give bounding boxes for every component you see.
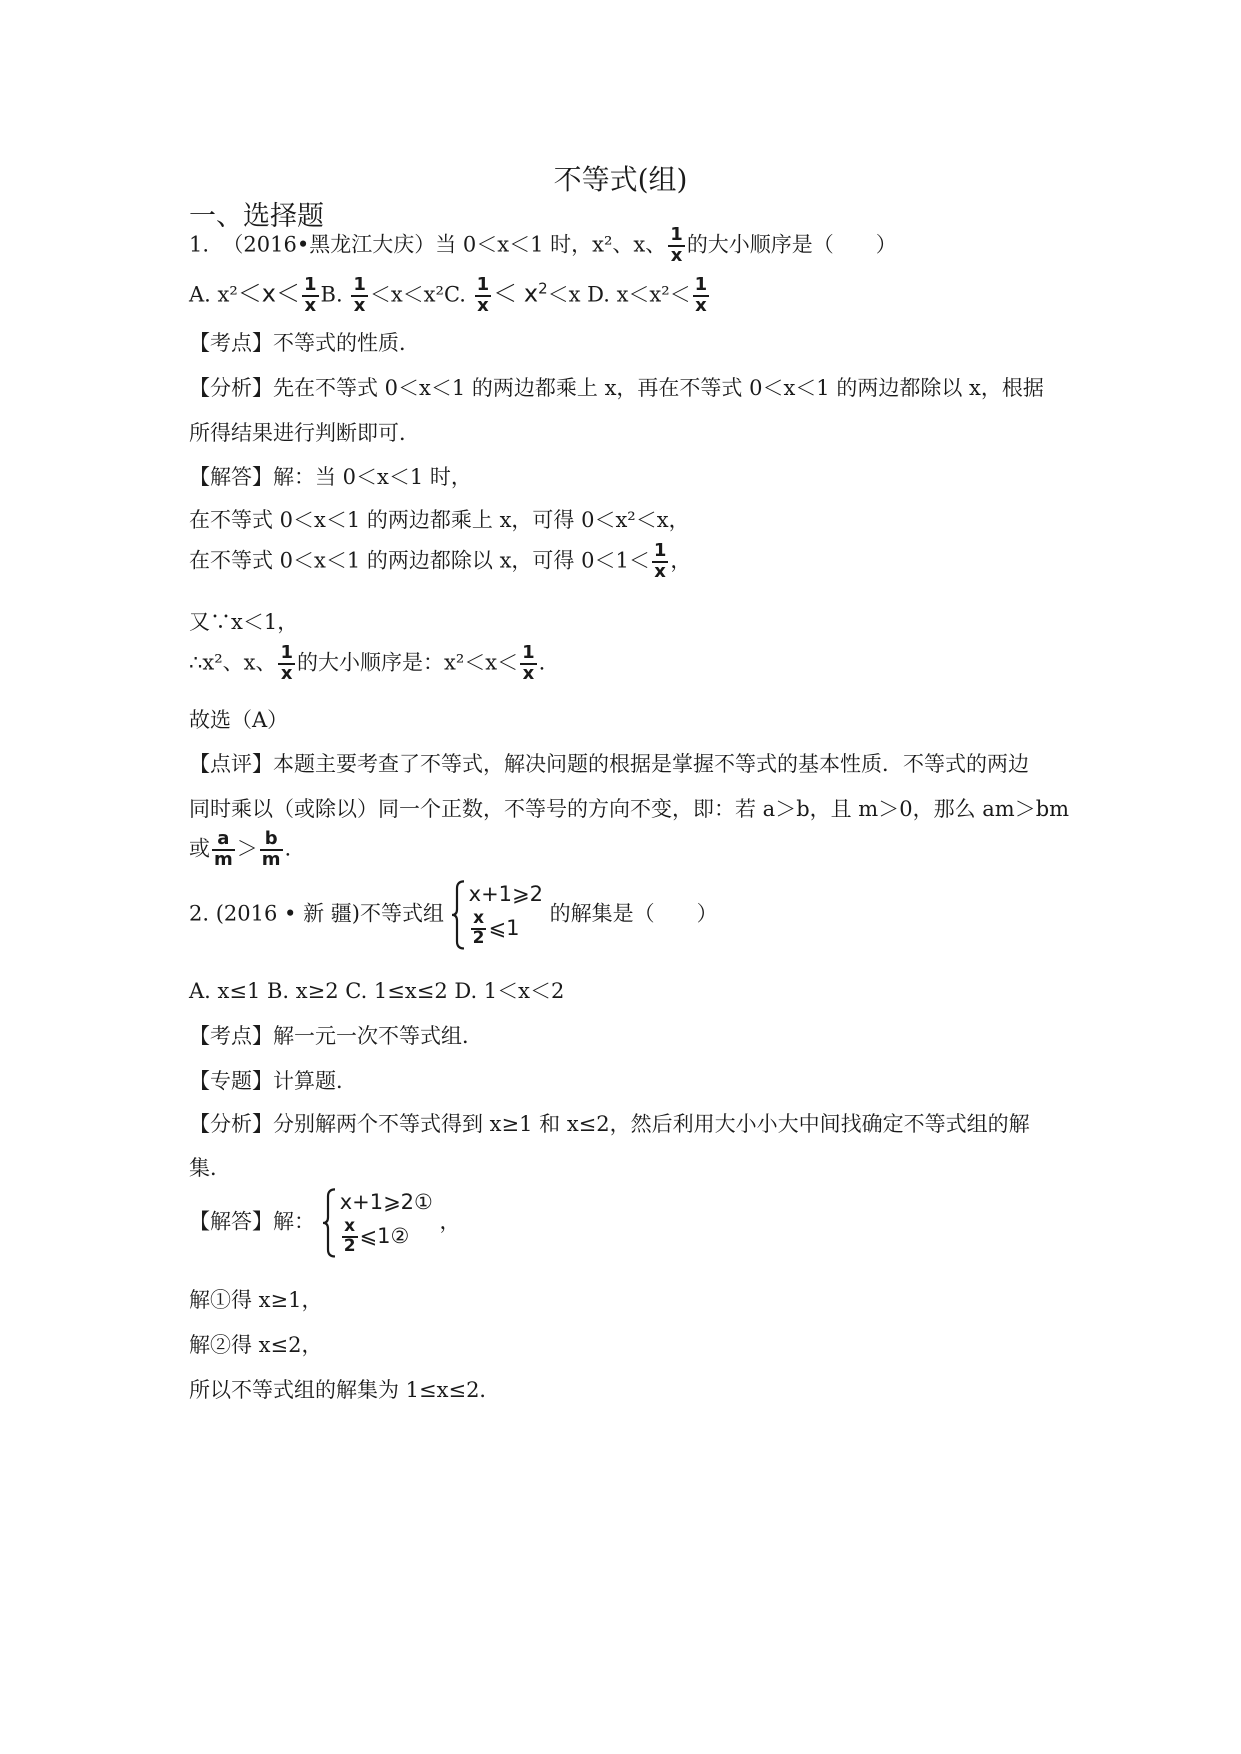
q2-stem-head: 2. (2016 • 新 疆)不等式组: [189, 901, 444, 926]
comma: ，: [439, 1209, 461, 1234]
inequality-system-numbered: [322, 1188, 433, 1258]
fraction-1-over-x: [351, 276, 368, 316]
fraction-1-over-x: [652, 542, 669, 582]
q1-solution-line5-mid: 的大小顺序是：x²＜x＜: [297, 650, 519, 675]
system-row-1: x+1⩾2: [468, 882, 543, 906]
q2-kaodian: 【考点】解一元一次不等式组．: [189, 1024, 483, 1048]
comma: ，: [670, 548, 692, 573]
q2-stem: [189, 880, 718, 950]
q1-source: （2016•黑龙江大庆）: [222, 232, 436, 257]
q2-solution-pre: 【解答】解：: [189, 1209, 315, 1234]
frac-num: 1: [476, 274, 490, 295]
fraction-1-over-x: [693, 276, 710, 316]
frac-den: m: [261, 848, 281, 870]
var-x: x: [261, 279, 276, 308]
q1-solution-line3: [189, 542, 691, 582]
lt-sign: ＜: [275, 279, 300, 308]
lt-sign: ＜: [493, 279, 518, 308]
left-brace-icon: [451, 880, 467, 950]
frac-den: x: [668, 245, 685, 266]
q2-stem-tail: 的解集是（ ）: [549, 901, 718, 926]
frac-num: 1: [280, 642, 293, 663]
q1-option-b-label: B.: [320, 282, 343, 307]
frac-num: 1: [694, 274, 708, 295]
frac-den: x: [351, 295, 368, 316]
q1-number: 1.: [189, 232, 210, 257]
frac-den: x: [693, 295, 710, 316]
frac-num: x: [344, 1216, 356, 1237]
q1-solution-line5: [189, 644, 545, 684]
frac-den: x: [302, 295, 319, 316]
system-row-1: x+1⩾2①: [339, 1190, 433, 1214]
frac-den: 2: [472, 927, 485, 948]
fraction-1-over-x: [520, 644, 537, 684]
gt-sign: ＞: [236, 836, 258, 861]
q1-option-a: A. x²: [189, 282, 238, 307]
q1-comment-line2: 同时乘以（或除以）同一个正数，不等号的方向不变，即：若 a＞b，且 m＞0，那么 am＞bm: [189, 797, 1070, 821]
frac-den: x: [520, 663, 537, 684]
lt-sign: ＜: [237, 279, 262, 308]
q1-analysis-line1: 【分析】先在不等式 0＜x＜1 的两边都乘上 x，再在不等式 0＜x＜1 的两边都除以 x，根据: [189, 376, 1044, 400]
q1-stem: [189, 226, 897, 266]
q1-option-c-tail: ＜x D. x＜x²＜: [547, 282, 691, 307]
frac-den: x: [278, 663, 295, 684]
q1-comment-line1: 【点评】本题主要考查了不等式，解决问题的根据是掌握不等式的基本性质．不等式的两边: [189, 752, 1029, 776]
system-row-2: [469, 908, 543, 950]
q2-analysis-line1: 【分析】分别解两个不等式得到 x≥1 和 x≤2，然后利用大小小大中间找确定不等式组的解: [189, 1112, 1030, 1136]
frac-den: x: [475, 295, 492, 316]
fraction-1-over-x: [302, 276, 319, 316]
frac-num: 1: [653, 540, 667, 561]
q1-stem-pre: 当 0＜x＜1 时，x²、x、: [435, 232, 667, 257]
q2-step2: 解②得 x≤2，: [189, 1333, 323, 1357]
q1-analysis-line2: 所得结果进行判断即可．: [189, 421, 420, 445]
frac-den: m: [214, 848, 233, 870]
frac-num: 1: [353, 274, 366, 295]
fraction-a-over-m: [212, 830, 235, 870]
system-row-2-tail: ⩽1: [488, 915, 520, 940]
inequality-system: [451, 880, 543, 950]
frac-den: x: [652, 561, 669, 582]
q1-comment-line3: [189, 830, 291, 870]
q2-solution: [189, 1188, 461, 1258]
system-row-2-tail: ⩽1②: [359, 1223, 410, 1248]
period: .: [284, 836, 292, 861]
frac-num: b: [264, 828, 278, 849]
q1-solution-line5-pre: ∴x²、x、: [189, 650, 277, 675]
fraction-x-over-2: [342, 1218, 358, 1256]
q1-solution-line1: 【解答】解：当 0＜x＜1 时，: [189, 465, 472, 489]
section-heading: 一、选择题: [189, 201, 324, 232]
fraction-1-over-x: [475, 276, 492, 316]
q2-step1: 解①得 x≥1，: [189, 1288, 323, 1312]
q2-analysis-line2: 集．: [189, 1156, 231, 1180]
q1-comment-line3-pre: 或: [189, 836, 210, 861]
frac-num: a: [217, 828, 230, 849]
q2-options: A. x≤1 B. x≥2 C. 1≤x≤2 D. 1＜x＜2: [189, 979, 565, 1003]
frac-num: 1: [522, 642, 535, 663]
fraction-1-over-x: [278, 644, 295, 684]
period: .: [538, 650, 546, 675]
fraction-x-over-2: [471, 910, 487, 948]
q1-solution-line2: 在不等式 0＜x＜1 的两边都乘上 x，可得 0＜x²＜x，: [189, 508, 690, 532]
left-brace-icon: [322, 1188, 338, 1258]
q1-kaodian: 【考点】不等式的性质．: [189, 331, 420, 355]
page-title: 不等式(组): [553, 163, 688, 196]
q1-solution-line4: 又∵x＜1，: [189, 610, 299, 634]
q1-choice: 故选（A）: [189, 708, 289, 732]
q1-solution-line3-text: 在不等式 0＜x＜1 的两边都除以 x，可得 0＜1＜: [189, 548, 650, 573]
var-x: x: [523, 279, 539, 308]
frac-num: x: [473, 908, 485, 929]
frac-den: 2: [343, 1235, 356, 1256]
q1-option-b-tail: ＜x＜x²C.: [369, 282, 466, 307]
frac-num: 1: [303, 274, 317, 295]
system-row-2: [340, 1216, 433, 1258]
q2-conclusion: 所以不等式组的解集为 1≤x≤2．: [189, 1378, 501, 1402]
q1-options: [189, 276, 711, 316]
fraction-b-over-m: [260, 830, 283, 870]
fraction-1-over-x: [668, 226, 685, 266]
superscript-2: 2: [538, 279, 548, 298]
q2-topic: 【专题】计算题．: [189, 1069, 357, 1093]
frac-num: 1: [670, 224, 683, 245]
q1-stem-post: 的大小顺序是（ ）: [686, 232, 897, 257]
